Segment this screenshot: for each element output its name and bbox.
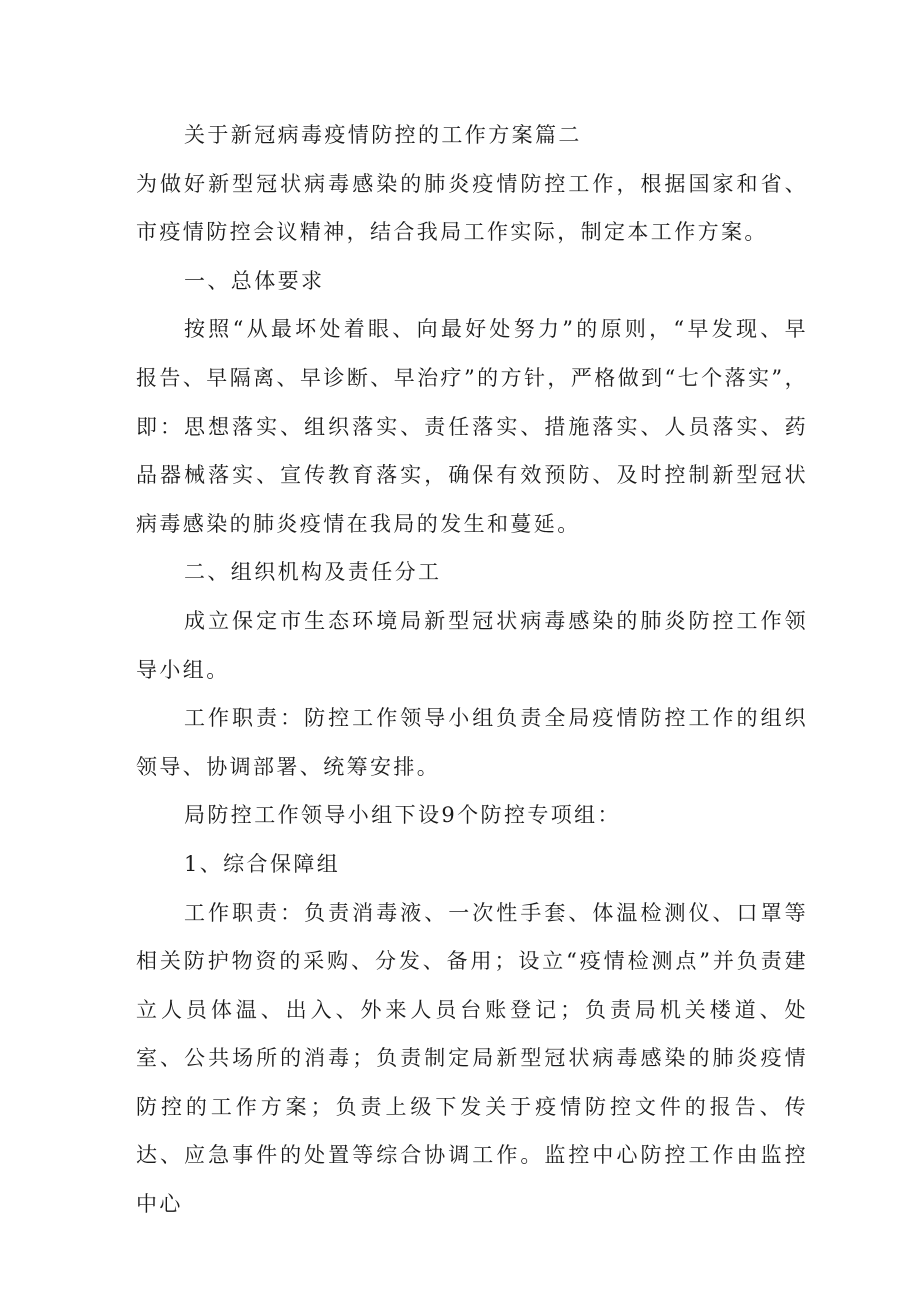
paragraph-leading-group: 成立保定市生态环境局新型冠状病毒感染的肺炎防控工作领导小组。 xyxy=(136,608,808,682)
section-heading-general-requirements: 一、总体要求 xyxy=(184,268,325,293)
subheading-comprehensive-support: 1、综合保障组 xyxy=(184,851,341,876)
document-title: 关于新冠病毒疫情防控的工作方案篇二 xyxy=(184,123,582,147)
paragraph-principles: 按照“从最坏处着眼、向最好处努力”的原则，“早发现、早报告、早隔离、早诊断、早治疗”的方针，严格做到“七个落实”，即：思想落实、组织落实、责任落实、措施落实、人员落实、药品器械落实、宣传教育落实，确保有效预防、及时控制新型冠状病毒感染的肺炎疫情在我局的发生和蔓延。 xyxy=(136,317,808,536)
document-body xyxy=(136,111,808,1229)
paragraph-special-groups: 局防控工作领导小组下设9个防控专项组： xyxy=(184,803,621,828)
paragraph-support-duties: 工作职责：负责消毒液、一次性手套、体温检测仪、口罩等相关防护物资的采购、分发、备用；设立“疫情检测点”并负责建立人员体温、出入、外来人员台账登记；负责局机关楼道、处室、公共场所的消毒；负责制定局新型冠状病毒感染的肺炎疫情防控的工作方案；负责上级下发关于疫情防控文件的报告、传达、应急事件的处置等综合协调工作。监控中心防控工作由监控中心 xyxy=(136,900,808,1217)
paragraph-intro: 为做好新型冠状病毒感染的肺炎疫情防控工作，根据国家和省、市疫情防控会议精神，结合我局工作实际，制定本工作方案。 xyxy=(136,171,808,245)
section-heading-organization: 二、组织机构及责任分工 xyxy=(184,560,442,585)
paragraph-group-duties: 工作职责：防控工作领导小组负责全局疫情防控工作的组织领导、协调部署、统筹安排。 xyxy=(136,706,808,779)
